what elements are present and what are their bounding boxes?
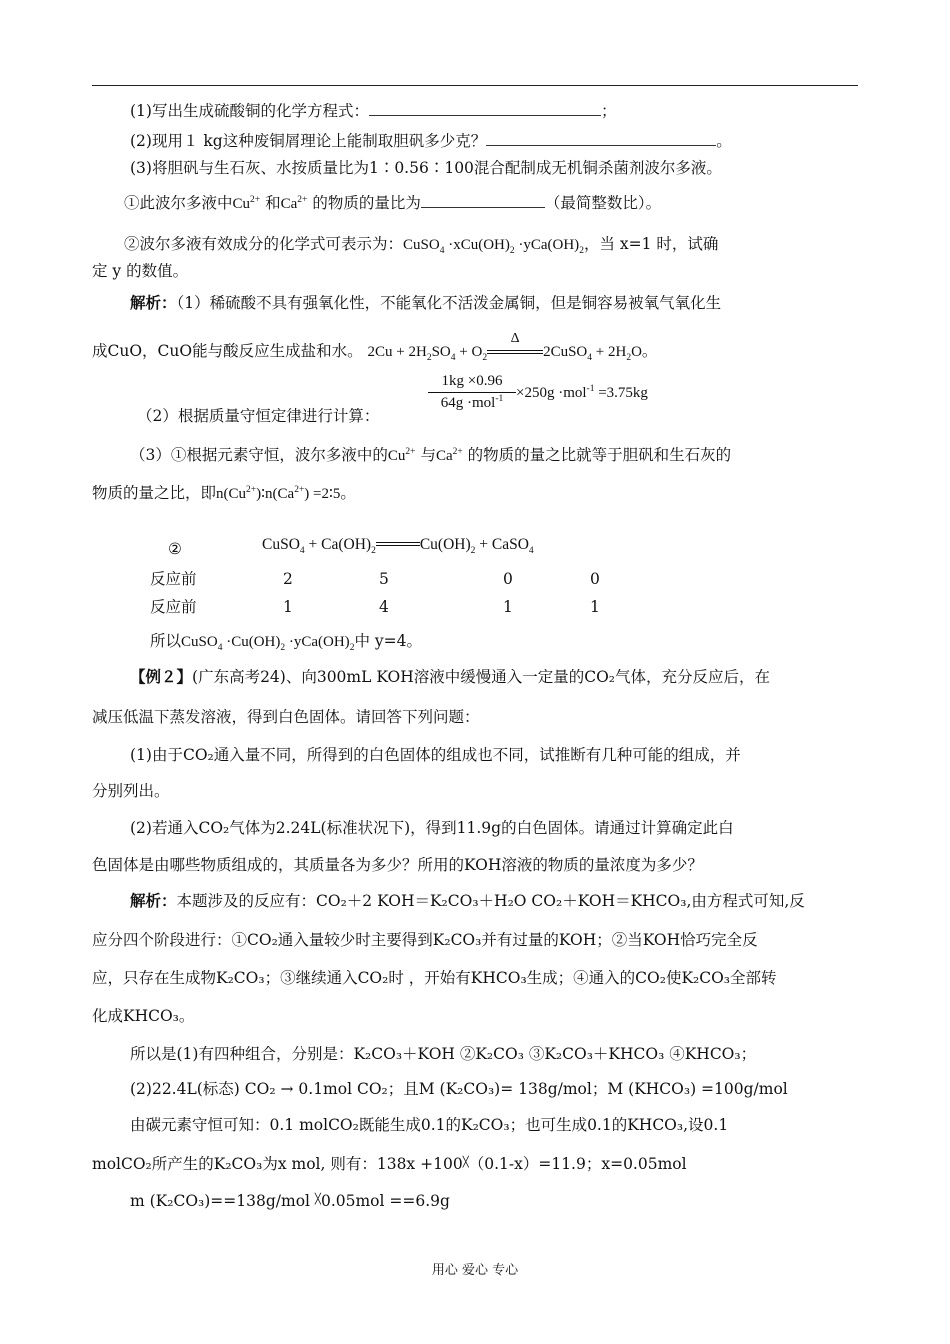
ca-ion-formula: $Ca^{2+}$ [280,195,308,212]
cu-ion-formula-2: $Cu^{2+}$ [387,447,416,464]
fraction-numerator: 1kg ×0.96 [428,373,516,393]
answer-blank-2[interactable] [486,131,716,146]
analysis-1-cont: 成CuO，CuO能与酸反应生成盐和水。 $2Cu + 2H_2SO_4 + O_2$ Δ 2CuSO$_4$ + $2H_2O$。 [92,330,658,363]
analysis-3-cont: 物质的量之比，即$n(Cu^{2+})∶n(Ca^{2+})$ =2∶5。 [92,484,356,502]
table-marker: ② [168,540,182,558]
table-cell: 5 [379,570,389,588]
example-2-analysis-f: (2)22.4L(标态) CO₂ → 0.1mol CO₂；且M (K₂CO₃)= 138g/mol；M (KHCO₃) =100g/mol [130,1080,788,1098]
answer-blank-3[interactable] [421,193,545,208]
equals-sign [376,540,420,550]
reaction-equation: CuSO$_4$ + $Ca(OH)_2$ $Cu(OH)_2$ + CaSO$_4$ [262,536,534,557]
analysis-1: 解析：（1）稀硫酸不具有强氧化性，不能氧化不活泼金属铜，但是铜容易被氧气氧化生 [130,293,722,312]
example-2-analysis-g: 由碳元素守恒可知：0.1 molCO₂既能生成0.1的K₂CO₃；也可生成0.1的KHCO₃,设0.1 [130,1116,729,1134]
answer-blank-1[interactable] [369,101,601,116]
example-2-q2-cont: 色固体是由哪些物质组成的，其质量各为多少？所用的KOH溶液的物质的量浓度为多少？ [92,856,703,874]
cu-ion-formula: $Cu^{2+}$ [232,195,261,212]
table-cell: 1 [283,598,293,616]
ca-ion-formula-2: $Ca^{2+}$ [435,447,463,464]
table-row-1-label: 反应前 [150,570,197,588]
example-2-line-1: 【例２】(广东高考24)、向300mL KOH溶液中缓慢通入一定量的CO₂气体，充分反应后，在 [130,667,771,686]
question-3-1: ①此波尔多液中$Cu^{2+}$ 和$Ca^{2+}$ 的物质的量比为 （最简整数比）。 [124,194,662,212]
table-cell: 4 [379,598,389,616]
analysis-2: （2）根据质量守恒定律进行计算： [137,407,380,425]
conclusion: 所以CuSO$_4$ $\cdot Cu(OH)_2 \cdot yCa(OH)_2$中 y=4。 [150,632,422,653]
table-cell: 1 [503,598,513,616]
table-cell: 2 [283,570,293,588]
bordeaux-formula-2: CuSO$_4$ $\cdot Cu(OH)_2 \cdot yCa(OH)_2$ [181,634,355,653]
example-2-analysis: 解析：本题涉及的反应有：CO₂＋2 KOH＝K₂CO₃＋H₂O CO₂＋KOH＝KHCO₃,由方程式可知,反 [130,891,805,910]
heat-equals-sign: Δ [487,348,543,358]
example-2-analysis-b: 应分四个阶段进行：①CO₂通入量较少时主要得到K₂CO₃并有过量的KOH；②当KOH恰巧完全反 [92,931,758,949]
analysis-3: （3）①根据元素守恒，波尔多液中的$Cu^{2+}$ 与$Ca^{2+}$ 的物质的量之比就等于胆矾和生石灰的 [130,446,732,464]
example-2-analysis-d: 化成KHCO₃。 [92,1007,195,1025]
question-3-2: ②波尔多液有效成分的化学式可表示为：CuSO$_4$ $\cdot xCu(OH)_2 \cdot yCa(OH)_2$，当 x=1 时，试确 [124,235,719,256]
bordeaux-formula: CuSO$_4$ $\cdot xCu(OH)_2 \cdot yCa(OH)_2$ [403,237,584,256]
question-3: (3)将胆矾与生石灰、水按质量比为1∶0.56∶100混合配制成无机铜杀菌剂波尔多液。 [130,159,722,177]
example-2-q1: (1)由于CO₂通入量不同，所得到的白色固体的组成也不同，试推断有几种可能的组成，并 [130,746,741,764]
mole-ratio-formula: $n(Cu^{2+})∶n(Ca^{2+})$ =2∶5 [216,485,341,502]
times-sign: ╳ [462,1157,469,1168]
fraction-denominator: 64g ·mol$^{-1}$ [440,394,504,411]
example-2-analysis-h: molCO₂所产生的K₂CO₃为x mol, 则有：138x +100╳（0.1-x）=11.9；x=0.05mol [92,1155,687,1173]
table-cell: 0 [503,570,513,588]
table-row-2-label: 反应前 [150,598,197,616]
example-2-analysis-c: 应，只存在生成物K₂CO₃；③继续通入CO₂时 ，开始有KHCO₃生成；④通入的CO₂使K₂CO₃全部转 [92,969,777,987]
example-2-analysis-e: 所以是(1)有四种组合，分别是：K₂CO₃＋KOH ②K₂CO₃ ③K₂CO₃＋KHCO₃ ④KHCO₃； [130,1045,757,1063]
copper-sulfate-equation: $2Cu + 2H_2SO_4 + O_2$ Δ 2CuSO$_4$ + $2H_2O$ [367,330,642,363]
question-2: (2)现用１ kg这种废铜屑理论上能制取胆矾多少克？ 。 [130,132,732,150]
mass-fraction [428,373,516,412]
example-2-q1-cont: 分别列出。 [92,782,170,800]
question-3-2-cont: 定 y 的数值。 [92,262,189,280]
header-rule [92,85,858,86]
question-1: (1)写出生成硫酸铜的化学方程式： ； [130,102,617,120]
example-2-line-2: 减压低温下蒸发溶液，得到白色固体。请回答下列问题： [92,708,480,726]
times-sign: ╳ [314,1194,321,1205]
table-cell: 0 [590,570,600,588]
mass-result: ×250g ·mol$^{-1}$ =3.75kg [516,384,648,401]
page-footer: 用心 爱心 专心 [431,1263,519,1278]
table-cell: 1 [590,598,600,616]
example-2-analysis-i: m (K₂CO₃)==138g/mol ╳0.05mol ==6.9g [130,1192,450,1210]
example-2-q2: (2)若通入CO₂气体为2.24L(标准状况下)，得到11.9g的白色固体。请通过计算确定此白 [130,819,734,837]
